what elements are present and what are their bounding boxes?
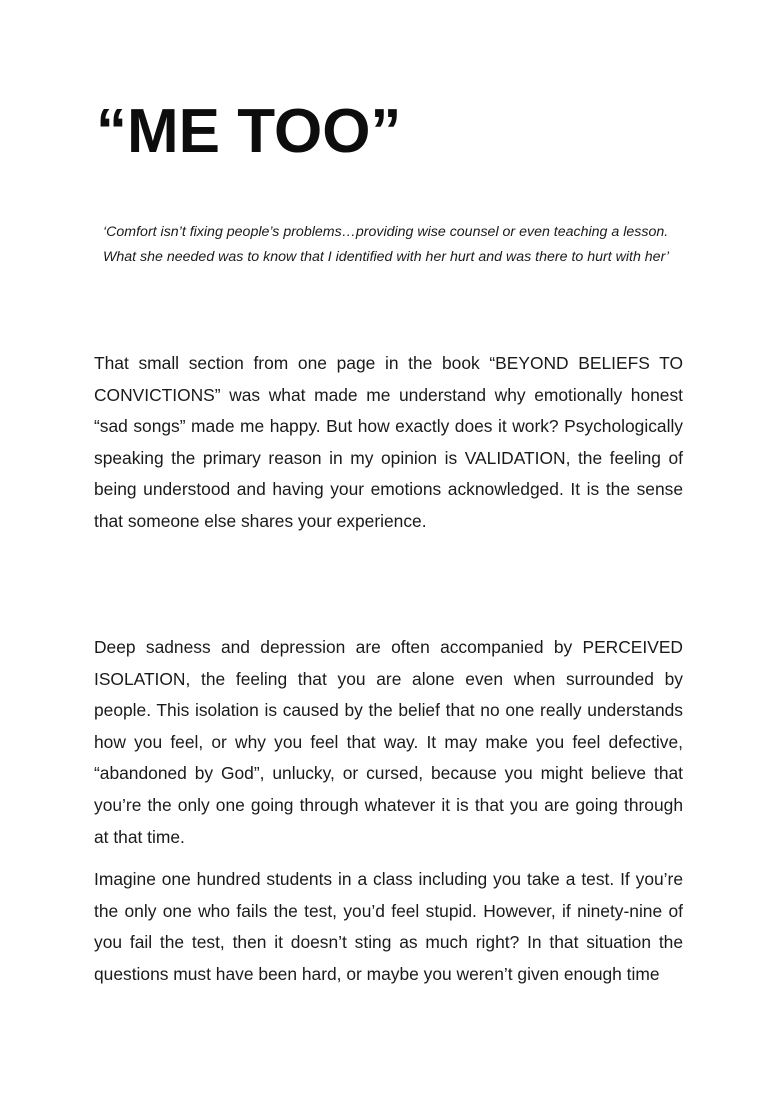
epigraph-quote xyxy=(103,220,693,270)
paragraph-validation: That small section from one page in the book “BEYOND BELIEFS TO CONVICTIONS” was what made me understand why emotionally honest “sad songs” made me happy. But how exactly does it work? Psychologically speaking the primary reason in my opinion is VALIDATION, the feeling of being understood and having your emotions acknowledged. It is the sense that someone else shares your experience. xyxy=(94,353,683,531)
quote-line-2: What she needed was to know that I identified with her hurt and was there to hurt with her’ xyxy=(103,249,669,265)
quote-line-1: ‘Comfort isn’t fixing people’s problems…providing wise counsel or even teaching a lesson. xyxy=(103,224,669,240)
paragraph-test-example: Imagine one hundred students in a class including you take a test. If you’re the only one who fails the test, you’d feel stupid. However, if ninety-nine of you fail the test, then it doesn’t sting as much right? In that situation the questions must have been hard, or maybe you weren’t given enough time xyxy=(94,869,683,984)
paragraph-perceived-isolation: Deep sadness and depression are often accompanied by PERCEIVED ISOLATION, the feeling that you are alone even when surrounded by people. This isolation is caused by the belief that no one really understands how you feel, or why you feel that way. It may make you feel defective, “abandoned by God”, unlucky, or cursed, because you might believe that you’re the only one going through whatever it is that you are going through at that time. xyxy=(94,637,683,847)
page-title: “ME TOO” xyxy=(96,97,402,166)
